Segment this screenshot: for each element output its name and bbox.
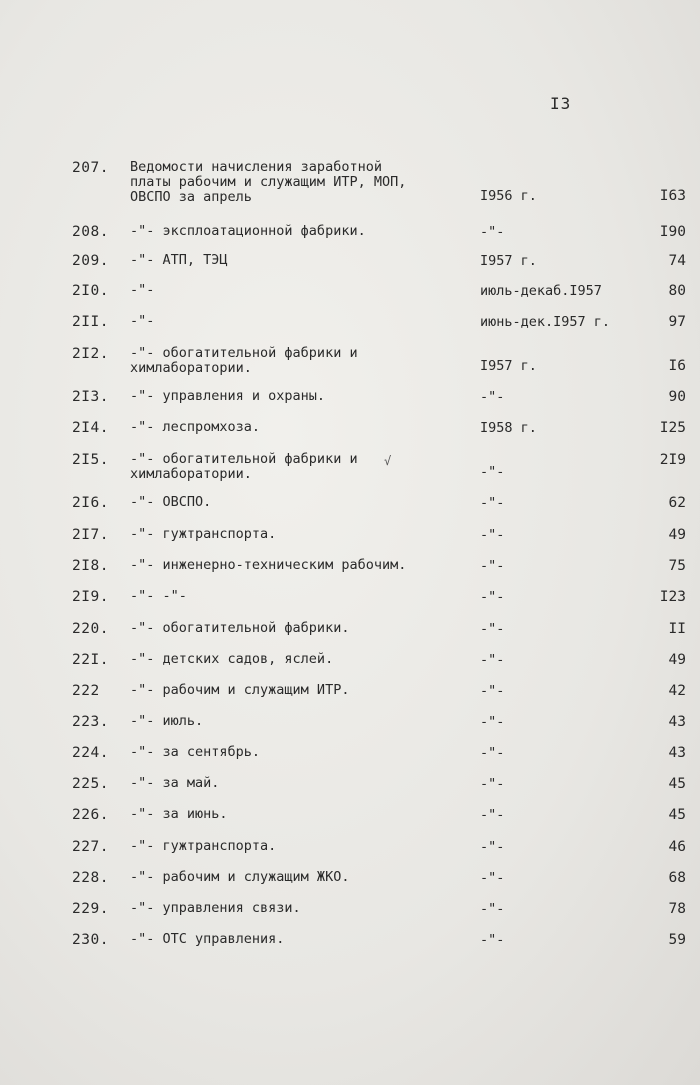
entry-number: 229. — [72, 901, 109, 917]
entry-sheet-count: 49 — [668, 652, 686, 668]
entry-description: -"- АТП, ТЭЦ — [130, 252, 228, 268]
entry-sheet-count: 78 — [668, 901, 686, 917]
entry-sheet-count: 68 — [668, 870, 686, 886]
entry-date: -"- — [480, 901, 505, 917]
entry-number: 2I7. — [72, 527, 109, 543]
entry-number: 2I2. — [72, 346, 109, 362]
entry-number: 22I. — [72, 652, 109, 668]
entry-number: 220. — [72, 621, 109, 637]
entry-number: 225. — [72, 776, 109, 792]
entry-date: I956 г. — [480, 188, 537, 204]
entry-sheet-count: 90 — [668, 389, 686, 405]
entry-date: -"- — [480, 932, 505, 948]
entry-description: -"- управления связи. — [130, 900, 301, 916]
entry-date: -"- — [480, 870, 505, 886]
entry-number: 207. — [72, 160, 109, 176]
entry-sheet-count: 75 — [668, 558, 686, 574]
entry-date: -"- — [480, 776, 505, 792]
entry-number: 2I4. — [72, 420, 109, 436]
entry-number: 2I6. — [72, 495, 109, 511]
entry-date: июнь-дек.I957 г. — [480, 314, 611, 330]
entry-description: -"- обогатительной фабрики. — [130, 620, 350, 636]
entry-number: 2I8. — [72, 558, 109, 574]
entry-sheet-count: 97 — [668, 314, 686, 330]
entry-description: -"- за сентябрь. — [130, 744, 261, 760]
entry-number: 227. — [72, 839, 109, 855]
entry-sheet-count: 49 — [668, 527, 686, 543]
entry-description: -"- за июнь. — [130, 806, 228, 822]
entry-date: -"- — [480, 589, 505, 605]
entry-description: -"- гужтранспорта. — [130, 526, 277, 542]
entry-date: июль-декаб.I957 — [480, 283, 602, 299]
entry-number: 226. — [72, 807, 109, 823]
entry-description: -"- обогатительной фабрики и химлаборатории. — [130, 451, 358, 482]
entry-number: 230. — [72, 932, 109, 948]
entry-sheet-count: 46 — [668, 839, 686, 855]
page-number: I3 — [550, 94, 572, 113]
entry-date: -"- — [480, 652, 505, 668]
entry-sheet-count: I25 — [659, 420, 686, 436]
entry-sheet-count: I6 — [668, 358, 686, 374]
entry-sheet-count: 43 — [668, 745, 686, 761]
entry-date: -"- — [480, 389, 505, 405]
entry-sheet-count: II — [668, 621, 686, 637]
entry-number: 224. — [72, 745, 109, 761]
entry-sheet-count: I90 — [659, 224, 686, 240]
entry-sheet-count: 59 — [668, 932, 686, 948]
entry-sheet-count: 2I9 — [659, 452, 686, 468]
entry-date: -"- — [480, 807, 505, 823]
entry-sheet-count: 42 — [668, 683, 686, 699]
entry-description: -"- леспромхоза. — [130, 419, 261, 435]
entry-number: 2I9. — [72, 589, 109, 605]
entry-sheet-count: 43 — [668, 714, 686, 730]
entry-description: -"- детских садов, яслей. — [130, 651, 334, 667]
entry-sheet-count: 45 — [668, 776, 686, 792]
entry-date: I957 г. — [480, 358, 537, 374]
entry-date: -"- — [480, 714, 505, 730]
entry-date: -"- — [480, 464, 505, 480]
entry-date: -"- — [480, 495, 505, 511]
entry-description: -"- инженерно-техническим рабочим. — [130, 557, 407, 573]
entry-description: -"- ОТС управления. — [130, 931, 285, 947]
entry-date: -"- — [480, 745, 505, 761]
entry-description: -"- рабочим и служащим ИТР. — [130, 682, 350, 698]
entry-description: -"- за май. — [130, 775, 220, 791]
entry-date: -"- — [480, 839, 505, 855]
entry-description: -"- — [130, 282, 155, 298]
entry-description: -"- июль. — [130, 713, 204, 729]
entry-description: -"- управления и охраны. — [130, 388, 326, 404]
entry-description: -"- эксплоатационной фабрики. — [130, 223, 366, 239]
entry-description: -"- гужтранспорта. — [130, 838, 277, 854]
entry-description: Ведомости начисления заработной платы рабочим и служащим ИТР, МОП, ОВСПО за апрель — [130, 159, 407, 205]
entry-description: -"- ОВСПО. — [130, 494, 212, 510]
entry-description: -"- -"- — [130, 588, 187, 604]
entry-sheet-count: 74 — [668, 253, 686, 269]
entry-date: -"- — [480, 683, 505, 699]
entry-number: 222 — [72, 683, 100, 699]
entry-number: 208. — [72, 224, 109, 240]
entry-sheet-count: 80 — [668, 283, 686, 299]
entry-number: 223. — [72, 714, 109, 730]
entry-sheet-count: 45 — [668, 807, 686, 823]
entry-number: 209. — [72, 253, 109, 269]
check-mark: √ — [384, 454, 392, 468]
entry-number: 2I5. — [72, 452, 109, 468]
entry-number: 228. — [72, 870, 109, 886]
entry-date: -"- — [480, 527, 505, 543]
entry-description: -"- обогатительной фабрики и химлаборатории. — [130, 345, 358, 376]
entry-date: -"- — [480, 621, 505, 637]
entry-number: 2I3. — [72, 389, 109, 405]
entry-date: I957 г. — [480, 253, 537, 269]
entry-date: -"- — [480, 558, 505, 574]
entry-date: I958 г. — [480, 420, 537, 436]
entry-number: 2II. — [72, 314, 109, 330]
entry-number: 2I0. — [72, 283, 109, 299]
entry-sheet-count: I23 — [659, 589, 686, 605]
entry-date: -"- — [480, 224, 505, 240]
entry-sheet-count: I63 — [659, 188, 686, 204]
entry-sheet-count: 62 — [668, 495, 686, 511]
entry-description: -"- рабочим и служащим ЖКО. — [130, 869, 350, 885]
entry-description: -"- — [130, 313, 155, 329]
